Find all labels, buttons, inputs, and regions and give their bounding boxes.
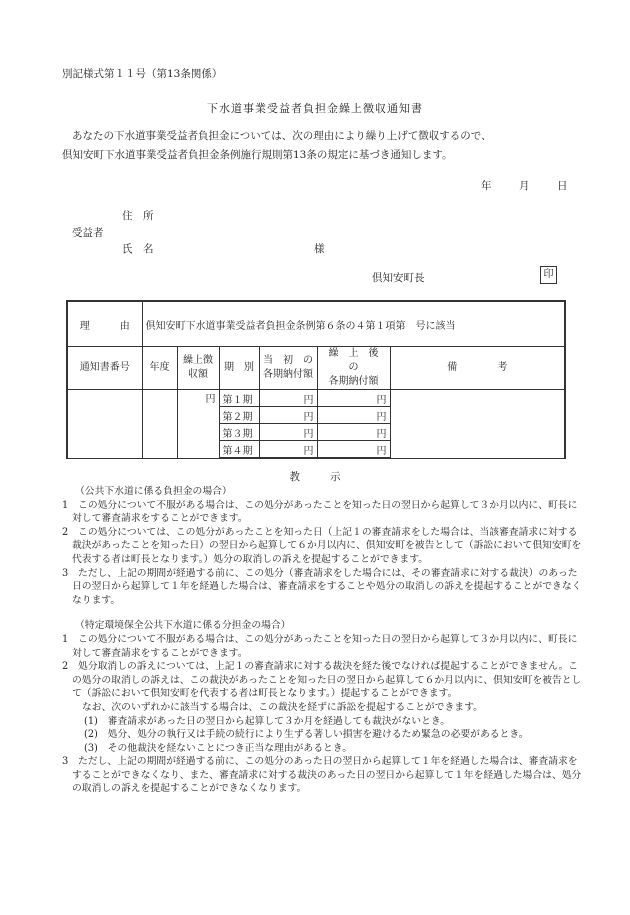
section2-item-1: 1 この処分について不服がある場合は、この処分があったことを知った日の翌日から起算して３か月以内に、町長に対して審査請求をすることができます。 xyxy=(62,633,578,659)
period-label: 第３期 xyxy=(219,424,259,441)
header-after xyxy=(317,347,390,390)
header-after-line2: 各期納付額 xyxy=(328,376,379,387)
section2-subitem-3: (3) その他裁決を経ないことにつき正当な理由があるとき。 xyxy=(84,742,353,754)
header-initial xyxy=(259,347,317,390)
section2-note: なお、次のいずれかに該当する場合は、この裁決を経ずに訴訟を提起することができます。 xyxy=(82,701,483,713)
section2-item-3: 3 ただし、上記の期間が経過する前に、この処分のあった日の翌日から起算して１年を経過した場合は、審査請求をすることができなくなり、また、審査請求に対する裁決のあった日の翌日から起算して１年を経過した場合は、処分の取消しの訴えを提起することができなくなります。 xyxy=(62,756,582,795)
form-number: 別記様式第１１号（第13条関係） xyxy=(62,68,223,80)
after-amount: 円 xyxy=(317,424,390,441)
header-fiscal-year: 年度 xyxy=(142,347,177,390)
notice-body xyxy=(62,485,582,796)
seal-stamp: 印 xyxy=(540,266,557,284)
intro-line-2: 倶知安町下水道事業受益者負担金条例施行規則第13条の規定に基づき通知します。 xyxy=(62,149,453,161)
reason-row xyxy=(67,301,565,347)
advance-amount-cell: 円 xyxy=(177,390,219,459)
initial-amount: 円 xyxy=(259,390,317,407)
recipient-label: 受益者 xyxy=(72,227,104,239)
after-amount: 円 xyxy=(317,407,390,424)
date-year: 年 xyxy=(481,180,492,192)
header-period: 期 別 xyxy=(219,347,259,390)
remarks-cell xyxy=(390,390,565,459)
fiscal-year-cell xyxy=(142,390,177,459)
intro-line-1: あなたの下水道事業受益者負担金については、次の理由により繰り上げて徴収するので、 xyxy=(72,130,492,142)
header-row xyxy=(67,347,565,390)
period-label: 第１期 xyxy=(219,390,259,407)
section1-item-1: 1 この処分について不服がある場合は、この処分があったことを知った日の翌日から起算して３か月以内に、町長に対して審査請求をすることができます。 xyxy=(62,499,578,525)
section2-subitem-1: (1) 審査請求があった日の翌日から起算して３か月を経過しても裁決がないとき。 xyxy=(84,715,451,727)
section2-item-2: 2 処分取消しの訴えについては、上記１の審査請求に対する裁決を経た後でなければ提起することができません。この処分の取消しの訴えは、この裁決があったことを知った日の翌日から起算して６か月以内に、倶知安町を被告として（訴訟において倶知安町を代表する者は町長となります。）提起することができます。 xyxy=(62,661,582,700)
period-row xyxy=(67,390,565,407)
honorific: 様 xyxy=(314,243,325,255)
assessment-table xyxy=(66,300,566,459)
initial-amount: 円 xyxy=(259,424,317,441)
notice-no-cell xyxy=(67,390,142,459)
header-initial-line2: 各期納付額 xyxy=(263,369,313,380)
intro-text xyxy=(62,127,582,165)
header-advance-amount: 繰上徴収額 xyxy=(177,347,219,390)
after-amount: 円 xyxy=(317,441,390,459)
section1-heading: （公共下水道に係る負担金の場合） xyxy=(75,486,232,497)
initial-amount: 円 xyxy=(259,441,317,459)
section1-item-2: 2 この処分については、この処分があったことを知った日（上記１の審査請求をした場合は、当該審査請求に対する裁決があったことを知った日）の翌日から起算して６か月以内に、倶知安町を被告として（訴訟において倶知安町を代表する者は町長となります。）処分の取消しの訴えを提起することができます。 xyxy=(62,526,582,565)
after-amount: 円 xyxy=(317,390,390,407)
header-notice-no: 通知書番号 xyxy=(67,347,142,390)
document-title: 下水道事業受益者負担金繰上徴収通知書 xyxy=(207,102,423,115)
initial-amount: 円 xyxy=(259,407,317,424)
address-label: 住 所 xyxy=(122,210,154,222)
header-remarks: 備 考 xyxy=(390,347,565,390)
section1-item-3: 3 ただし、上記の期間が経過する前に、この処分（審査請求をした場合には、その審査請求に対する裁決）のあった日の翌日から起算して１年を経過した場合は、審査請求をすることや処分の取消しの訴えを提起することができなくなります。 xyxy=(62,567,582,606)
period-label: 第２期 xyxy=(219,407,259,424)
section2-subitem-2: (2) 処分、処分の執行又は手続の続行により生ずる著しい損害を避けるため緊急の必要があるとき。 xyxy=(84,729,529,741)
notice-title: 教示 xyxy=(289,471,371,483)
header-initial-line1: 当 初 の xyxy=(263,355,313,366)
header-after-line1: 繰 上 後 の xyxy=(328,348,389,373)
name-label: 氏 名 xyxy=(122,243,154,255)
reason-text: 倶知安町下水道事業受益者負担金条例第６条の４第１項第 号に該当 xyxy=(142,301,565,347)
date-month: 月 xyxy=(519,180,530,192)
date-day: 日 xyxy=(557,180,568,192)
mayor-title: 倶知安町長 xyxy=(372,272,425,284)
period-label: 第４期 xyxy=(219,441,259,459)
section2-heading: （特定環境保全公共下水道に係る分担金の場合） xyxy=(75,620,291,632)
reason-label: 理 由 xyxy=(67,301,142,347)
